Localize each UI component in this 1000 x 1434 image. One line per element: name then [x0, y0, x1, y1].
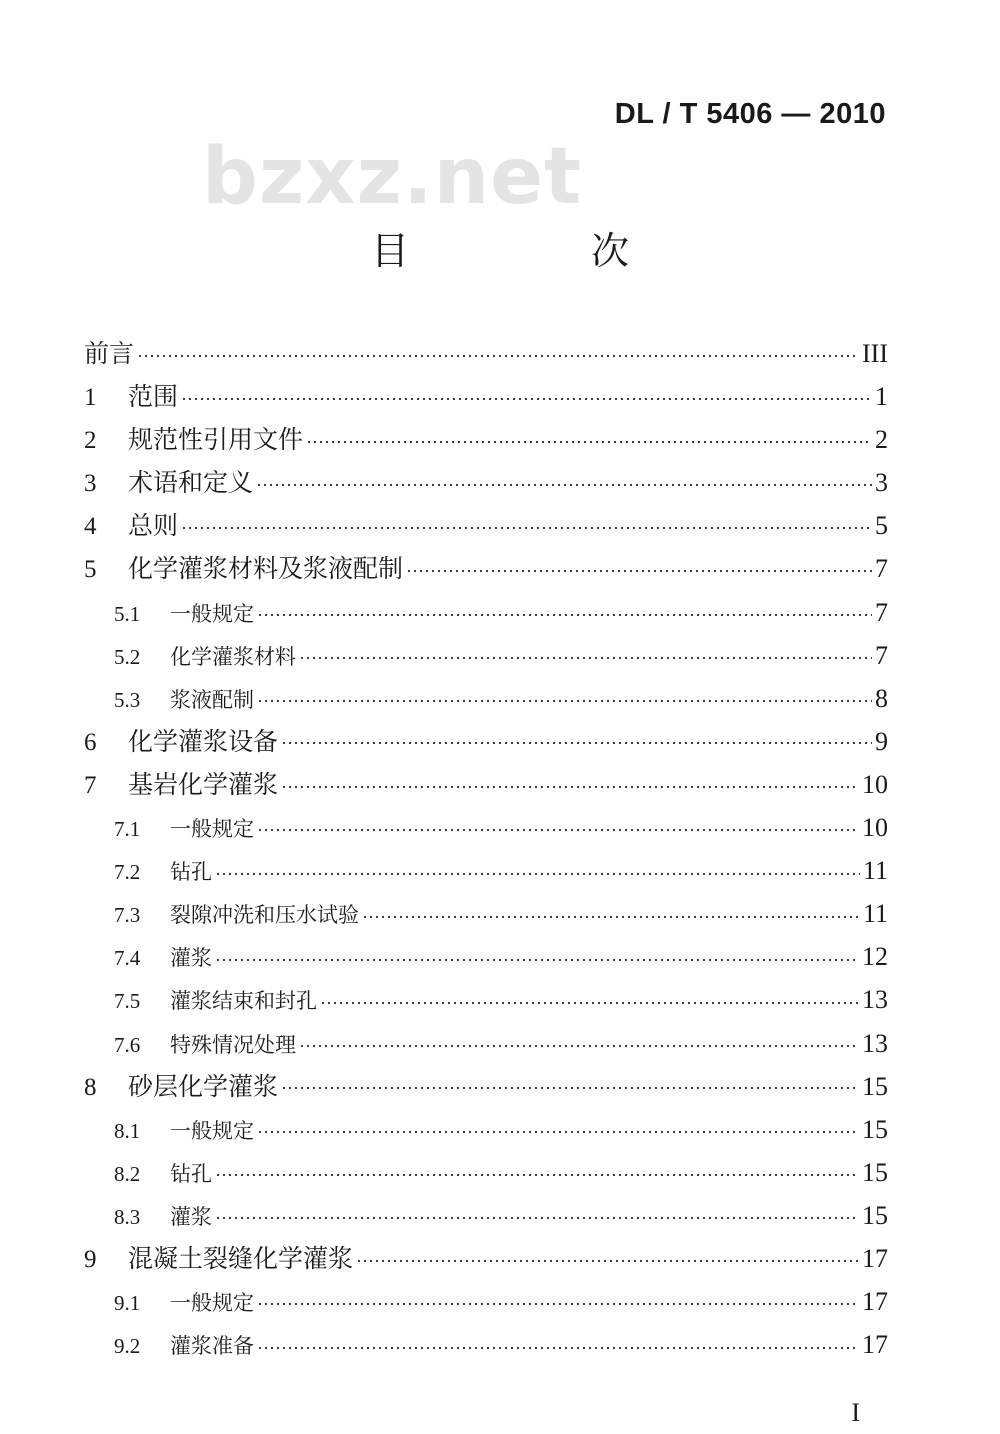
toc-entry-number: 9.1	[114, 1291, 141, 1316]
toc-entry-number: 6	[84, 728, 97, 756]
toc-entry-page: 11	[862, 856, 888, 886]
toc-entry-number: 7.3	[114, 903, 141, 928]
toc-dot-leader	[257, 599, 872, 620]
toc-entry-number: 8	[84, 1073, 97, 1101]
toc-entry-label: 一般规定	[170, 817, 254, 842]
toc-entry-label: 灌浆	[170, 946, 212, 971]
toc-entry-label: 化学灌浆材料及浆液配制	[128, 554, 404, 584]
page-title: 目 次	[370, 229, 701, 273]
toc-entry-label: 前言	[84, 339, 135, 368]
toc-entry-label: 特殊情况处理	[170, 1032, 296, 1057]
toc-dot-leader	[257, 1116, 859, 1137]
toc-entry[interactable]	[84, 849, 888, 892]
toc-dot-leader	[215, 857, 860, 878]
standard-code: DL / T 5406 — 2010	[614, 98, 886, 130]
toc-entry-number: 5.1	[114, 601, 141, 626]
toc-entry-page: 15	[862, 1157, 888, 1187]
toc-entry-number: 5.3	[114, 687, 141, 712]
toc-dot-leader	[137, 336, 859, 361]
toc-dot-leader	[356, 1241, 859, 1266]
toc-entry[interactable]	[84, 935, 888, 978]
toc-dot-leader	[257, 685, 872, 706]
toc-entry-label: 灌浆结束和封孔	[170, 989, 317, 1014]
toc-dot-leader	[256, 465, 872, 490]
toc-entry[interactable]	[84, 1022, 888, 1065]
toc-dot-leader	[257, 1331, 859, 1352]
toc-entry[interactable]	[84, 547, 888, 590]
page-number: I	[851, 1398, 860, 1427]
toc-entry-label: 灌浆	[170, 1204, 212, 1229]
toc-entry-label: 规范性引用文件	[128, 425, 304, 455]
toc-entry-page: 5	[875, 511, 888, 541]
toc-entry-number: 1	[84, 384, 97, 412]
toc-entry-label: 一般规定	[170, 1118, 254, 1143]
toc-entry-page: III	[862, 339, 888, 368]
toc-entry-number: 7.1	[114, 817, 141, 842]
toc-entry[interactable]	[84, 677, 888, 720]
toc-dot-leader	[320, 986, 859, 1007]
toc-entry-page: 11	[862, 899, 888, 929]
toc-entry-page: 8	[875, 683, 888, 713]
toc-entry[interactable]	[84, 763, 888, 806]
toc-dot-leader	[306, 422, 872, 447]
toc-entry[interactable]	[84, 634, 888, 677]
toc-entry[interactable]	[84, 418, 888, 461]
toc-dot-leader	[215, 943, 859, 964]
toc-entry-label: 裂隙冲洗和压水试验	[170, 903, 359, 928]
toc-entry-label: 混凝土裂缝化学灌浆	[128, 1243, 354, 1273]
toc-entry[interactable]	[84, 806, 888, 849]
toc-entry[interactable]	[84, 1065, 888, 1108]
toc-entry-number: 4	[84, 513, 97, 541]
toc-entry-number: 9	[84, 1245, 97, 1273]
toc-entry-page: 15	[862, 1071, 888, 1101]
toc-entry-number: 8.3	[114, 1204, 141, 1229]
toc-entry[interactable]	[84, 892, 888, 935]
toc-entry-page: 13	[862, 1028, 888, 1058]
toc-entry-label: 砂层化学灌浆	[128, 1071, 279, 1101]
toc-entry-number: 7	[84, 771, 97, 799]
toc-dot-leader	[281, 767, 859, 792]
toc-entry-number: 8.1	[114, 1118, 141, 1143]
toc-entry-page: 12	[862, 942, 888, 972]
toc-dot-leader	[406, 551, 872, 576]
toc-entry-page: 9	[875, 726, 888, 756]
toc-entry[interactable]	[84, 720, 888, 763]
toc-entry-page: 17	[862, 1243, 888, 1273]
toc-entry[interactable]	[84, 461, 888, 504]
toc-entry[interactable]	[84, 375, 888, 418]
toc-entry[interactable]	[84, 504, 888, 547]
toc-entry-label: 范围	[128, 382, 179, 412]
toc-entry[interactable]	[84, 1108, 888, 1151]
toc-dot-leader	[215, 1202, 859, 1223]
toc-entry-page: 3	[875, 468, 888, 498]
toc-dot-leader	[257, 814, 859, 835]
toc-entry-label: 钻孔	[170, 1161, 212, 1186]
toc-dot-leader	[281, 724, 872, 749]
toc-entry-label: 术语和定义	[128, 468, 254, 498]
toc-entry-number: 3	[84, 470, 97, 498]
table-of-contents	[84, 332, 888, 1366]
toc-entry-number: 9.2	[114, 1334, 141, 1359]
toc-dot-leader	[362, 900, 860, 921]
toc-entry[interactable]	[84, 1280, 888, 1323]
toc-entry-number: 8.2	[114, 1161, 141, 1186]
toc-entry-page: 13	[862, 985, 888, 1015]
toc-dot-leader	[181, 508, 872, 533]
toc-entry-label: 浆液配制	[170, 687, 254, 712]
toc-entry-page: 15	[862, 1114, 888, 1144]
toc-entry-page: 17	[862, 1287, 888, 1317]
toc-dot-leader	[215, 1159, 859, 1180]
toc-entry-number: 5	[84, 556, 97, 584]
toc-entry[interactable]	[84, 332, 888, 375]
toc-entry-page: 10	[862, 813, 888, 843]
toc-entry-label: 化学灌浆材料	[170, 644, 296, 669]
toc-entry[interactable]	[84, 1151, 888, 1194]
toc-entry-page: 1	[875, 382, 888, 412]
toc-dot-leader	[181, 379, 872, 404]
toc-dot-leader	[299, 1029, 859, 1050]
toc-entry-label: 化学灌浆设备	[128, 726, 279, 756]
toc-entry-number: 2	[84, 427, 97, 455]
watermark: bzxz.net	[202, 132, 583, 222]
toc-entry-number: 5.2	[114, 644, 141, 669]
toc-entry[interactable]	[84, 1323, 888, 1366]
toc-entry-number: 7.5	[114, 989, 141, 1014]
toc-entry-label: 一般规定	[170, 1291, 254, 1316]
toc-entry-page: 7	[875, 640, 888, 670]
toc-entry-page: 7	[875, 554, 888, 584]
toc-entry[interactable]	[84, 978, 888, 1021]
toc-dot-leader	[299, 642, 872, 663]
toc-entry-number: 7.2	[114, 860, 141, 885]
toc-entry[interactable]	[84, 591, 888, 634]
toc-entry-page: 7	[875, 597, 888, 627]
toc-entry[interactable]	[84, 1237, 888, 1280]
toc-entry-label: 钻孔	[170, 860, 212, 885]
toc-entry-label: 总则	[128, 511, 179, 541]
toc-dot-leader	[281, 1068, 859, 1093]
toc-entry-number: 7.4	[114, 946, 141, 971]
toc-dot-leader	[257, 1288, 859, 1309]
toc-entry-page: 15	[862, 1200, 888, 1230]
toc-entry-page: 2	[875, 425, 888, 455]
toc-entry-page: 10	[862, 769, 888, 799]
toc-entry-page: 17	[862, 1330, 888, 1360]
toc-entry-label: 一般规定	[170, 601, 254, 626]
toc-entry-number: 7.6	[114, 1032, 141, 1057]
toc-entry-label: 灌浆准备	[170, 1334, 254, 1359]
toc-entry-label: 基岩化学灌浆	[128, 769, 279, 799]
toc-entry[interactable]	[84, 1194, 888, 1237]
